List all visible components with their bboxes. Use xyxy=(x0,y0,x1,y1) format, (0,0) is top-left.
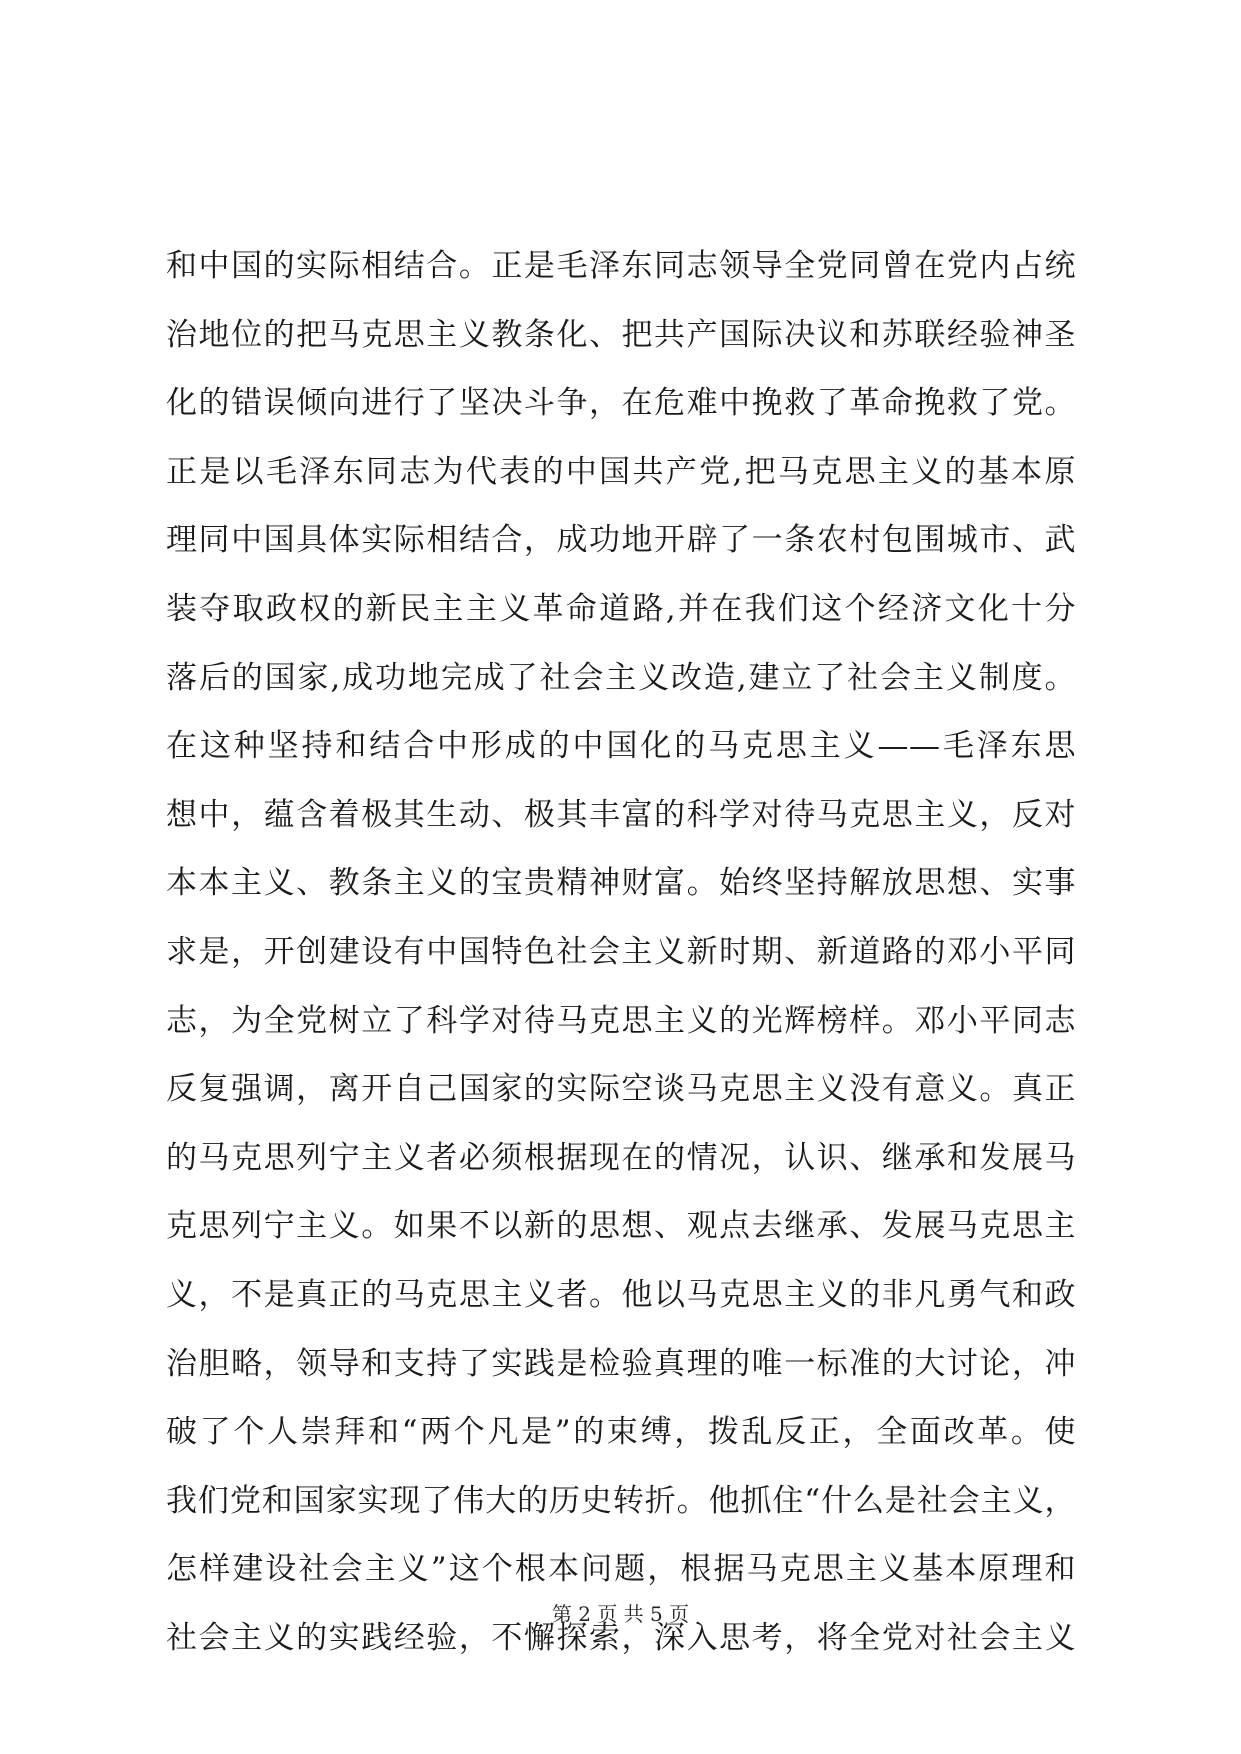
text-line: 治地位的把马克思主义教条化、把共产国际决议和苏联经验神圣 xyxy=(166,316,1076,353)
text-line: 在这种坚持和结合中形成的中国化的马克思主义——毛泽东思 xyxy=(166,728,1076,765)
text-line: 破了个人崇拜和“两个凡是”的束缚，拨乱反正，全面改革。使 xyxy=(166,1414,1076,1451)
page-footer: 第 2 页 共 5 页 xyxy=(551,1602,690,1626)
text-line: 化的错误倾向进行了坚决斗争，在危难中挽救了革命挽救了党。 xyxy=(166,385,1076,422)
text-line: 落后的国家,成功地完成了社会主义改造,建立了社会主义制度。 xyxy=(166,659,1076,696)
text-line: 和中国的实际相结合。正是毛泽东同志领导全党同曾在党内占统 xyxy=(166,248,1076,284)
text-line: 装夺取政权的新民主主义革命道路,并在我们这个经济文化十分 xyxy=(166,590,1076,627)
text-line: 义，不是真正的马克思主义者。他以马克思主义的非凡勇气和政 xyxy=(166,1276,1076,1313)
text-line: 怎样建设社会主义”这个根本问题，根据马克思主义基本原理和 xyxy=(166,1551,1076,1588)
text-line: 正是以毛泽东同志为代表的中国共产党,把马克思主义的基本原 xyxy=(166,453,1076,490)
text-line: 反复强调，离开自己国家的实际空谈马克思主义没有意义。真正 xyxy=(166,1071,1076,1108)
text-line: 求是，开创建设有中国特色社会主义新时期、新道路的邓小平同 xyxy=(166,933,1076,970)
text-line: 我们党和国家实现了伟大的历史转折。他抓住“什么是社会主义， xyxy=(166,1482,1076,1519)
body-text xyxy=(166,232,1076,1672)
text-line: 想中，蕴含着极其生动、极其丰富的科学对待马克思主义，反对 xyxy=(166,796,1076,833)
text-line: 志，为全党树立了科学对待马克思主义的光辉榜样。邓小平同志 xyxy=(166,1002,1076,1039)
text-line: 治胆略，领导和支持了实践是检验真理的唯一标准的大讨论，冲 xyxy=(166,1345,1076,1382)
text-line: 本本主义、教条主义的宝贵精神财富。始终坚持解放思想、实事 xyxy=(166,865,1076,902)
text-line: 理同中国具体实际相结合，成功地开辟了一条农村包围城市、武 xyxy=(166,522,1076,559)
text-line: 的马克思列宁主义者必须根据现在的情况，认识、继承和发展马 xyxy=(166,1139,1076,1176)
text-line: 社会主义的实践经验，不懈探索，深入思考，将全党对社会主义 xyxy=(166,1619,1076,1656)
text-line: 克思列宁主义。如果不以新的思想、观点去继承、发展马克思主 xyxy=(166,1208,1076,1245)
